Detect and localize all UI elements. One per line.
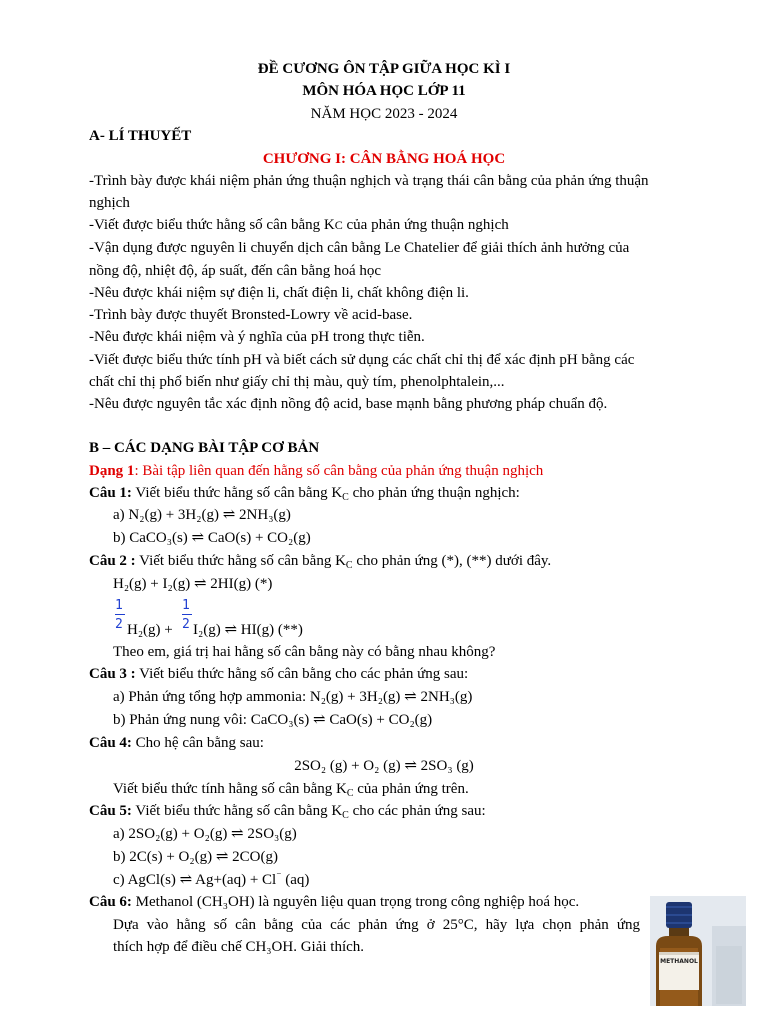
q4-ask [113,779,469,799]
dang1-line [89,461,543,481]
q6-label: Câu 6: [89,894,132,910]
theory-text: của phản ứng thuận nghịch [342,217,509,233]
dang1-label: Dạng 1 [89,463,135,479]
theory-line: -Trình bày được khái niệm phản ứng thuận nghịch và trạng thái cân bằng của phản ứng thuận [89,173,649,189]
doc-subject: MÔN HÓA HỌC LỚP 11 [302,83,466,99]
theory-line: -Nêu được khái niệm sự điện li, chất điện li, chất không điện li. [89,285,469,301]
question-6-line-3: thích hợp để điều chế CH₃OH. Giải thích. [113,939,365,955]
theory-line: -Vận dụng được nguyên li chuyển dịch cân bằng Le Chatelier để giải thích ảnh hưởng của [89,240,630,256]
q3-label: Câu 3 : [89,666,136,682]
subscript-c: C [342,492,349,503]
fraction-numerator: 1 [115,598,123,613]
q1-text: Viết biểu thức hằng số cân bằng K [131,485,343,501]
doc-year: NĂM HỌC 2023 - 2024 [310,106,458,122]
q5c-text: c) AgCl(s) ⇌ Ag+(aq) + Cl [113,872,277,888]
subscript-c: C [334,218,343,232]
q5c-text: (aq) [281,872,310,888]
q2-text: cho phản ứng (*), (**) dưới đây. [352,553,552,569]
theory-line [89,215,509,235]
q4-label: Câu 4: [89,735,132,751]
q5-label: Câu 5: [89,803,132,819]
bottle-label: METHANOL [660,958,698,965]
bottle-illustration [650,896,746,1006]
superscript-minus: ⁻ [276,871,282,882]
theory-line: -Viết được biểu thức tính pH và biết cách sử dụng các chất chỉ thị để xác định pH bằng các [89,352,635,368]
q4-ask-text: Viết biểu thức tính hằng số cân bằng K [113,781,347,797]
question-1 [89,483,520,503]
q3-text: Viết biểu thức hằng số cân bằng cho các phản ứng sau: [135,666,469,682]
q1-label: Câu 1: [89,485,132,501]
theory-text: -Viết được biểu thức hằng số cân bằng K [89,217,335,233]
chapter-heading: CHƯƠNG I: CÂN BẰNG HOÁ HỌC [262,151,506,167]
fraction-numerator: 1 [182,598,190,613]
q4-ask-text: của phản ứng trên. [353,781,469,797]
q1-option-a: a) N₂(g) + 3H₂(g) ⇌ 2NH₃(g) [113,507,291,523]
subscript-c: C [346,788,354,799]
q3-option-a: a) Phản ứng tổng hợp ammonia: N₂(g) + 3H₂(g) ⇌ 2NH₃(g) [113,689,473,705]
subscript-c: C [342,810,349,821]
fraction-denominator: 2 [115,617,123,632]
theory-line: -Nêu được nguyên tắc xác định nồng độ acid, base mạnh bằng phương pháp chuẩn độ. [89,396,608,412]
q3-option-b: b) Phản ứng nung vôi: CaCO₃(s) ⇌ CaO(s) + CO₂(g) [113,712,433,728]
question-2 [89,551,551,571]
q1-text: cho phản ứng thuận nghịch: [348,485,520,501]
q5-text: cho các phản ứng sau: [348,803,486,819]
section-a-heading: A- LÍ THUYẾT [89,128,192,144]
question-6-line-1 [89,892,640,912]
theory-line: -Nêu được khái niệm và ý nghĩa của pH trong thực tiễn. [89,329,425,345]
question-5 [89,801,486,821]
dang1-text: : Bài tập liên quan đến hằng số cân bằng của phản ứng thuận nghịch [134,463,544,479]
section-b-heading: B – CÁC DẠNG BÀI TẬP CƠ BẢN [89,440,320,456]
theory-line: nghịch [89,195,130,211]
q5-option-b: b) 2C(s) + O₂(g) ⇌ 2CO(g) [113,849,278,865]
q2-label: Câu 2 : [89,553,136,569]
q1-option-b: b) CaCO₃(s) ⇌ CaO(s) + CO₂(g) [113,530,311,546]
q5-option-c [113,870,309,890]
q4-equation: 2SO₂ (g) + O₂ (g) ⇌ 2SO₃ (g) [294,758,474,774]
q2-equation-1: H₂(g) + I₂(g) ⇌ 2HI(g) (*) [113,576,273,592]
fraction-bar [115,614,125,615]
q2-ask: Theo em, giá trị hai hằng số cân bằng này có bằng nhau không? [113,644,496,660]
fraction-denominator: 2 [182,617,190,632]
question-4 [89,733,264,753]
theory-line: chất chỉ thị phổ biến như giấy chỉ thị màu, quỳ tím, phenolphtalein,... [89,374,505,390]
subscript-c: C [345,560,353,571]
q5-text: Viết biểu thức hằng số cân bằng K [131,803,343,819]
q5-option-a: a) 2SO₂(g) + O₂(g) ⇌ 2SO₃(g) [113,826,297,842]
q4-text: Cho hệ cân bằng sau: [131,735,264,751]
theory-line: -Trình bày được thuyết Bronsted-Lowry về acid-base. [89,307,413,323]
q2-equation-2-part-b: I₂(g) ⇌ HI(g) (**) [193,622,303,638]
q2-text: Viết biểu thức hằng số cân bằng K [135,553,346,569]
q6-text: Methanol (CH₃OH) là nguyên liệu quan trọng trong công nghiệp hoá học. [131,894,580,910]
methanol-bottle-image [650,896,746,1006]
fraction-bar [182,614,192,615]
question-3 [89,664,468,684]
q2-equation-2-part-a: H₂(g) + [127,622,173,638]
question-6-line-2: Dựa vào hằng số cân bằng của các phản ứng ở 25°C, hãy lựa chọn phản ứng [113,917,640,933]
doc-title: ĐỀ CƯƠNG ÔN TẬP GIỮA HỌC KÌ I [257,61,511,77]
theory-line: nồng độ, nhiệt độ, áp suất, đến cân bằng hoá học [89,263,382,279]
